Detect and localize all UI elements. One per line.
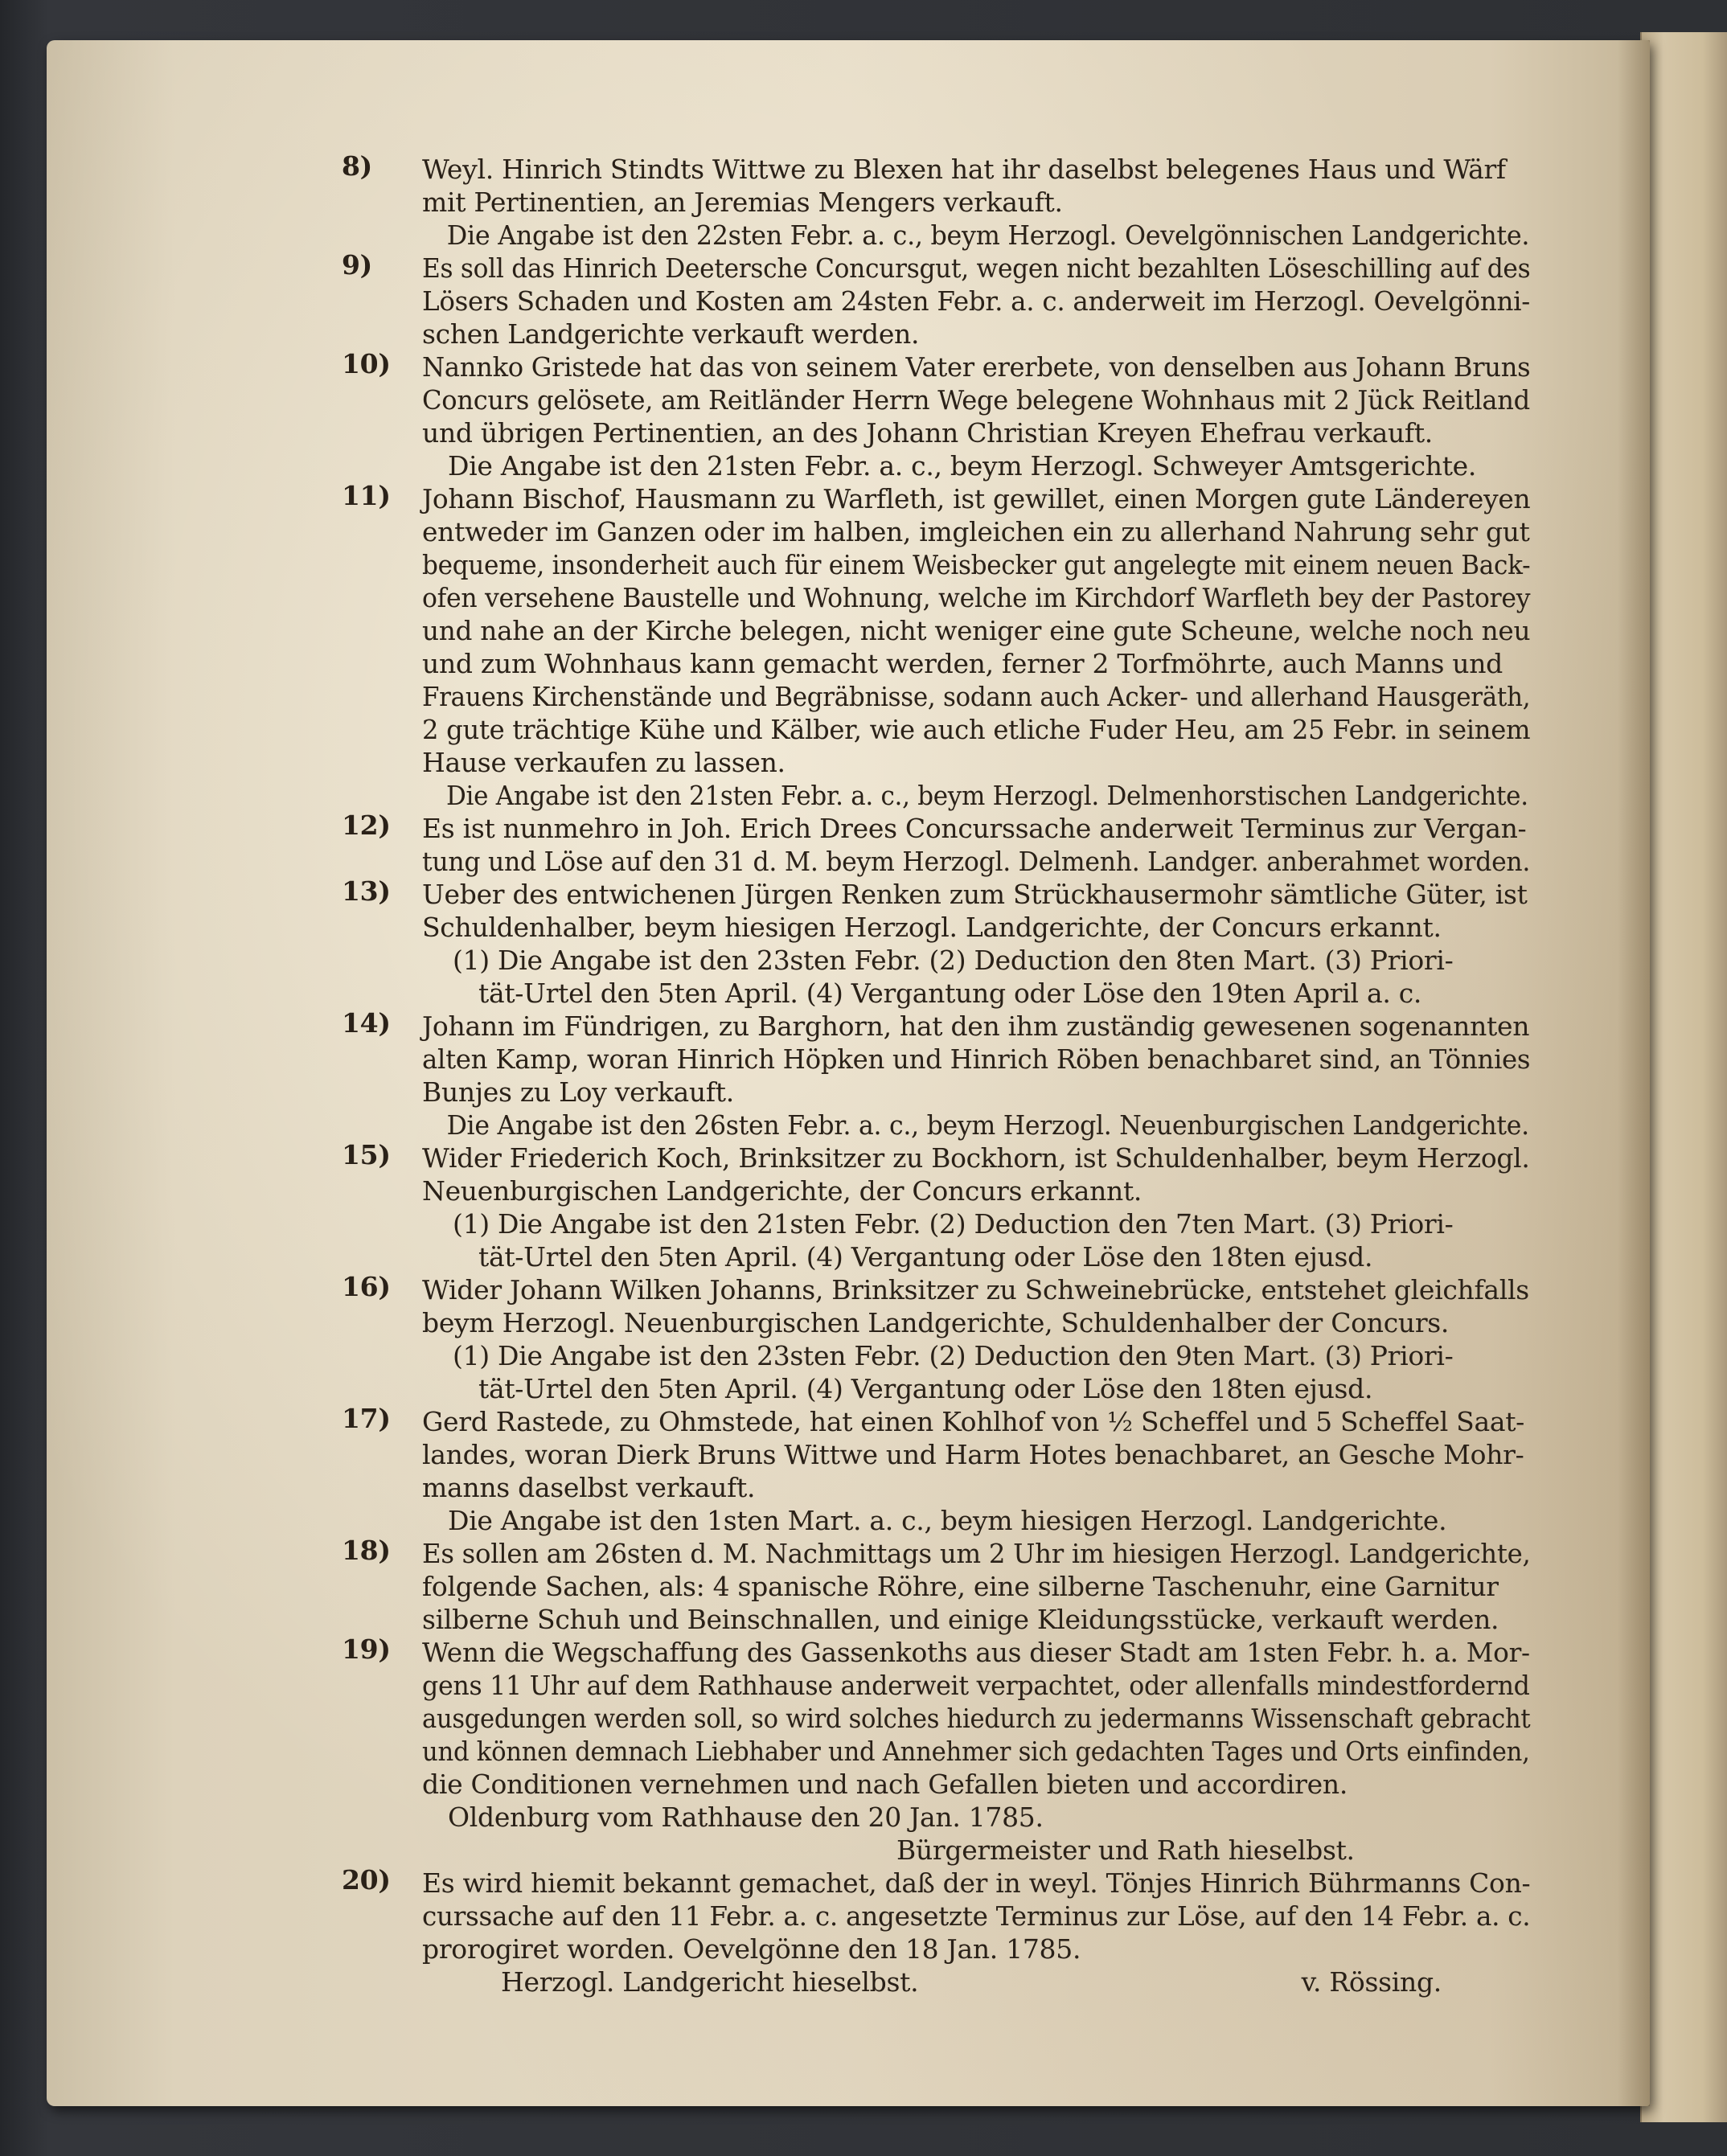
notice-entry — [342, 1403, 1530, 1537]
entry-number: 15) — [342, 1139, 391, 1170]
text-line: Concurs gelösete, am Reitländer Herrn Wege belegene Wohnhaus mit 2 Jück Reitland — [422, 384, 1530, 416]
text-line: (1) Die Angabe ist den 21sten Febr. (2) Deduction den 7ten Mart. (3) Priori- — [453, 1208, 1454, 1240]
text-line: ausgedungen werden soll, so wird solches hiedurch zu jedermanns Wissenschaft gebracht — [422, 1703, 1531, 1734]
notice-entry — [342, 480, 1531, 812]
text-line: Frauens Kirchenstände und Begräbnisse, sodann auch Acker- und allerhand Hausgeräth, — [422, 681, 1531, 712]
text-line: tung und Löse auf den 31 d. M. beym Herzogl. Delmenh. Landger. anberahmet worden. — [422, 846, 1531, 877]
notice-entry — [342, 810, 1531, 878]
text-line: landes, woran Dierk Bruns Wittwe und Harm Hotes benachbaret, an Gesche Mohr- — [422, 1439, 1524, 1470]
entry-list — [342, 150, 1531, 1965]
entry-number: 12) — [342, 810, 391, 841]
entry-number: 16) — [342, 1271, 391, 1302]
text-line: gens 11 Uhr auf dem Rathhause anderweit verpachtet, oder allenfalls mindestfordernd — [422, 1670, 1530, 1701]
notice-entry — [342, 1007, 1531, 1142]
notice-entry — [342, 249, 1531, 350]
text-line: Neuenburgischen Landgerichte, der Concurs erkannt. — [422, 1175, 1142, 1207]
text-line: Bunjes zu Loy verkauft. — [422, 1076, 734, 1108]
entry-number: 9) — [342, 249, 372, 281]
text-line: Die Angabe ist den 1sten Mart. a. c., beym hiesigen Herzogl. Landgerichte. — [448, 1505, 1447, 1536]
notice-entry — [342, 150, 1530, 252]
text-line: tät-Urtel den 5ten April. (4) Vergantung oder Löse den 19ten April a. c. — [478, 978, 1422, 1009]
entry-number: 20) — [342, 1864, 391, 1896]
next-page-edge — [1640, 32, 1727, 2122]
text-line: Gerd Rastede, zu Ohmstede, hat einen Kohlhof von ½ Scheffel und 5 Scheffel Saat- — [422, 1406, 1525, 1437]
text-line: Weyl. Hinrich Stindts Wittwe zu Blexen hat ihr daselbst belegenes Haus und Wärf — [422, 154, 1506, 185]
text-line: silberne Schuh und Beinschnallen, und einige Kleidungsstücke, verkauft werden. — [422, 1604, 1499, 1635]
text-line: die Conditionen vernehmen und nach Gefallen bieten und accordiren. — [422, 1769, 1348, 1800]
text-line: ofen versehene Baustelle und Wohnung, welche im Kirchdorf Warfleth bey der Pastorey — [422, 582, 1531, 613]
entry-number: 14) — [342, 1007, 391, 1039]
notice-entry — [342, 1864, 1531, 1965]
text-line: folgende Sachen, als: 4 spanische Röhre, eine silberne Taschenuhr, eine Garnitur — [422, 1571, 1499, 1602]
text-line: Oldenburg vom Rathhause den 20 Jan. 1785. — [448, 1801, 1044, 1833]
notice-entry — [342, 1535, 1531, 1636]
text-line: und übrigen Pertinentien, an des Johann Christian Kreyen Ehefrau verkauft. — [422, 417, 1433, 449]
document-page — [47, 40, 1650, 2106]
text-line: Wider Friederich Koch, Brinksitzer zu Bockhorn, ist Schuldenhalber, beym Herzogl. — [422, 1142, 1530, 1174]
text-line: (1) Die Angabe ist den 23sten Febr. (2) Deduction den 8ten Mart. (3) Priori- — [453, 945, 1454, 976]
text-line: und zum Wohnhaus kann gemacht werden, ferner 2 Torfmöhrte, auch Manns und — [422, 648, 1503, 679]
signature-line — [364, 1965, 1530, 1998]
entry-number: 8) — [342, 150, 372, 182]
text-line: (1) Die Angabe ist den 23sten Febr. (2) Deduction den 9ten Mart. (3) Priori- — [453, 1340, 1454, 1371]
entry-number: 19) — [342, 1633, 391, 1665]
text-line: beym Herzogl. Neuenburgischen Landgerichte, Schuldenhalber der Concurs. — [422, 1307, 1450, 1338]
text-line: Bürgermeister und Rath hieselbst. — [896, 1834, 1355, 1866]
text-line: entweder im Ganzen oder im halben, imgleichen ein zu allerhand Nahrung sehr gut — [422, 516, 1530, 547]
text-line: Die Angabe ist den 21sten Febr. a. c., beym Herzogl. Delmenhorstischen Landgerichte. — [446, 780, 1528, 811]
text-line: Johann Bischof, Hausmann zu Warfleth, ist gewillet, einen Morgen gute Ländereyen — [422, 483, 1531, 514]
text-line: Die Angabe ist den 21sten Febr. a. c., beym Herzogl. Schweyer Amtsgerichte. — [448, 450, 1477, 482]
text-line: 2 gute trächtige Kühe und Kälber, wie auch etliche Fuder Heu, am 25 Febr. in seinem — [422, 714, 1531, 745]
text-line: mit Pertinentien, an Jeremias Mengers verkauft. — [422, 186, 1063, 218]
text-line: alten Kamp, woran Hinrich Höpken und Hinrich Röben benachbaret sind, an Tönnies — [422, 1043, 1531, 1075]
text-line: tät-Urtel den 5ten April. (4) Vergantung oder Löse den 18ten ejusd. — [478, 1241, 1373, 1273]
entry-number: 13) — [342, 875, 391, 907]
text-line: bequeme, insonderheit auch für einem Weisbecker gut angelegte mit einem neuen Back- — [422, 549, 1531, 580]
text-line: Lösers Schaden und Kosten am 24sten Febr. a. c. anderweit im Herzogl. Oevelgönni- — [422, 285, 1530, 317]
entry-number: 17) — [342, 1403, 391, 1434]
entry-number: 11) — [342, 480, 391, 511]
text-line: Es ist nunmehro in Joh. Erich Drees Concurssache anderweit Terminus zur Vergan- — [422, 813, 1527, 844]
notice-entry — [342, 875, 1530, 1010]
text-line: Nannko Gristede hat das von seinem Vater ererbete, von denselben aus Johann Bruns — [422, 351, 1531, 383]
text-line: Johann im Fündrigen, zu Barghorn, hat den ihm zuständig gewesenen sogenannten — [422, 1010, 1530, 1042]
text-line: Ueber des entwichenen Jürgen Renken zum Strückhausermohr sämtliche Güter, ist — [422, 879, 1528, 910]
text-line: tät-Urtel den 5ten April. (4) Vergantung oder Löse den 18ten ejusd. — [478, 1373, 1373, 1404]
text-line: und nahe an der Kirche belegen, nicht weniger eine gute Scheune, welche noch neu — [422, 615, 1531, 646]
text-line: Die Angabe ist den 26sten Febr. a. c., beym Herzogl. Neuenburgischen Landgerichte. — [446, 1109, 1529, 1141]
text-line: manns daselbst verkauft. — [422, 1472, 756, 1503]
notice-entry — [342, 1271, 1530, 1405]
document-text — [342, 150, 1531, 1998]
notice-entry — [342, 1633, 1531, 1867]
text-line: und können demnach Liebhaber und Annehmer sich gedachten Tages und Orts einfinden, — [422, 1736, 1530, 1767]
text-line: Es sollen am 26sten d. M. Nachmittags um 2 Uhr im hiesigen Herzogl. Landgerichte, — [422, 1538, 1531, 1569]
notice-entry — [342, 348, 1531, 482]
entry-number: 10) — [342, 348, 391, 379]
signature-name: v. Rössing. — [1301, 1966, 1442, 1998]
entry-number: 18) — [342, 1535, 391, 1566]
text-line: curssache auf den 11 Febr. a. c. angesetzte Terminus zur Löse, auf den 14 Febr. a. c. — [422, 1900, 1531, 1932]
text-line: Es wird hiemit bekannt gemachet, daß der in weyl. Tönjes Hinrich Bührmanns Con- — [422, 1867, 1531, 1899]
text-line: Wider Johann Wilken Johanns, Brinksitzer zu Schweinebrücke, entstehet gleichfalls — [422, 1274, 1529, 1305]
notice-entry — [342, 1139, 1530, 1273]
signature-court: Herzogl. Landgericht hieselbst. — [501, 1966, 919, 1998]
text-line: Die Angabe ist den 22sten Febr. a. c., beym Herzogl. Oevelgönnischen Landgerichte. — [446, 219, 1530, 251]
text-line: prorogiret worden. Oevelgönne den 18 Jan. 1785. — [422, 1933, 1081, 1965]
text-line: Es soll das Hinrich Deetersche Concursgut, wegen nicht bezahlten Löseschilling auf des — [422, 252, 1531, 284]
text-line: schen Landgerichte verkauft werden. — [422, 318, 920, 350]
text-line: Wenn die Wegschaffung des Gassenkoths aus dieser Stadt am 1sten Febr. h. a. Mor- — [422, 1637, 1530, 1668]
text-line: Schuldenhalber, beym hiesigen Herzogl. Landgerichte, der Concurs erkannt. — [422, 912, 1442, 943]
text-line: Hause verkaufen zu lassen. — [422, 747, 786, 778]
